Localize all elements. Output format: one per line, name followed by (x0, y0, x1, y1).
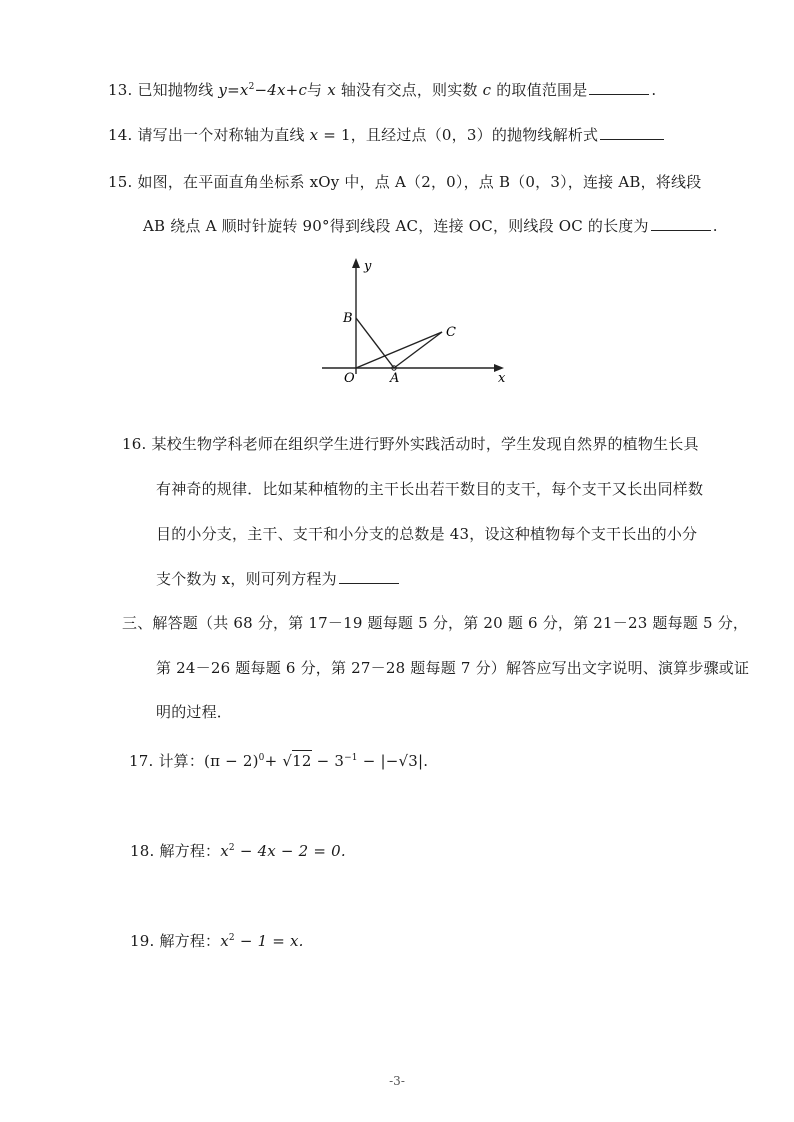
segment-oc (356, 332, 442, 368)
formula-eq: = (227, 81, 240, 99)
page-number: -3- (389, 1074, 405, 1088)
answer-blank[interactable] (651, 216, 711, 231)
question-number: 15. (108, 173, 133, 191)
question-14 (108, 124, 666, 145)
question-text: 支个数为 x，则可列方程为 (156, 570, 337, 588)
formula-var: x (327, 81, 336, 99)
answer-blank[interactable] (339, 569, 399, 584)
question-text: AB 绕点 A 顺时针旋转 90°得到线段 AC，连接 OC，则线段 OC 的长度为 (143, 217, 649, 235)
formula-var: y (218, 81, 228, 99)
question-text: = 1，且经过点（0，3）的抛物线解析式 (323, 126, 599, 144)
question-text: 请写出一个对称轴为直线 (137, 126, 305, 144)
section-3-heading-line-3 (156, 701, 232, 722)
question-18 (130, 840, 346, 861)
answer-blank[interactable] (589, 80, 649, 95)
segment-ac (394, 332, 442, 368)
section-heading: 三、解答题（共 68 分，第 17－19 题每题 5 分，第 20 题 6 分，第 21－23 题每题 5 分， (122, 614, 749, 632)
formula-var: x (220, 842, 229, 860)
question-text: 解方程： (159, 932, 221, 950)
label-a: A (390, 371, 400, 386)
question-text: 与 (307, 81, 323, 99)
answer-blank[interactable] (600, 125, 664, 140)
question-16-line-3 (156, 523, 697, 544)
formula-term: (π − 2) (204, 752, 259, 770)
question-16-line-1 (122, 433, 699, 454)
question-text: 已知抛物线 (137, 81, 214, 99)
formula-exponent: 2 (228, 933, 235, 943)
formula-term: − |−√3|. (357, 752, 429, 770)
formula-exponent: 0 (258, 753, 265, 763)
formula-var: c (482, 81, 492, 99)
formula-rest: − 4x − 2 = 0. (234, 842, 346, 860)
formula-exponent: −1 (344, 753, 358, 763)
question-text: . (651, 81, 657, 99)
label-o: O (344, 371, 355, 386)
question-15-line-1 (108, 171, 701, 192)
label-x: x (498, 371, 506, 386)
coordinate-figure (318, 256, 508, 386)
formula-exponent: 2 (248, 82, 255, 92)
question-number: 13. (108, 81, 133, 99)
question-number: 16. (122, 435, 147, 453)
label-c: C (446, 325, 456, 340)
formula-rest: −4x+c (254, 81, 308, 99)
label-y: y (364, 259, 372, 274)
question-number: 18. (130, 842, 155, 860)
question-16-line-4 (156, 568, 401, 589)
formula-var: x (239, 81, 249, 99)
question-text: 计算： (158, 752, 205, 770)
question-text: 有神奇的规律．比如某种植物的主干长出若干数目的支干，每个支干又长出同样数 (156, 480, 704, 498)
formula-term: − 3 (311, 752, 345, 770)
formula-var: x (220, 932, 229, 950)
question-19 (130, 930, 304, 951)
section-3-heading-line-2 (156, 657, 749, 678)
question-text: 解方程： (159, 842, 221, 860)
question-15-line-2 (143, 215, 718, 236)
formula-var: x (309, 126, 319, 144)
question-number: 14. (108, 126, 133, 144)
question-number: 19. (130, 932, 155, 950)
question-text: 某校生物学科老师在组织学生进行野外实践活动时，学生发现自然界的植物生长具 (151, 435, 699, 453)
question-17 (129, 750, 428, 771)
section-heading: 第 24－26 题每题 6 分，第 27－28 题每题 7 分）解答应写出文字说明、演算步骤或证 (156, 659, 750, 677)
question-text: 如图，在平面直角坐标系 xOy 中，点 A（2，0），点 B（0，3），连接 AB，将线段 (137, 173, 702, 191)
formula-rest: − 1 = x. (234, 932, 304, 950)
question-text: . (712, 217, 718, 235)
question-13 (108, 79, 656, 100)
question-text: 轴没有交点，则实数 (340, 81, 478, 99)
question-text: 目的小分支，主干、支干和小分支的总数是 43，设这种植物每个支干长出的小分 (156, 525, 698, 543)
y-axis-arrow (352, 258, 360, 268)
formula-sqrt-argument: 12 (292, 752, 312, 770)
question-text: 的取值范围是 (496, 81, 588, 99)
formula-operator: + √ (264, 752, 293, 770)
question-number: 17. (129, 752, 154, 770)
section-3-heading-line-1 (122, 612, 748, 633)
section-heading: 明的过程． (156, 703, 233, 721)
formula-exponent: 2 (228, 843, 235, 853)
question-16-line-2 (156, 478, 703, 499)
label-b: B (343, 311, 353, 326)
